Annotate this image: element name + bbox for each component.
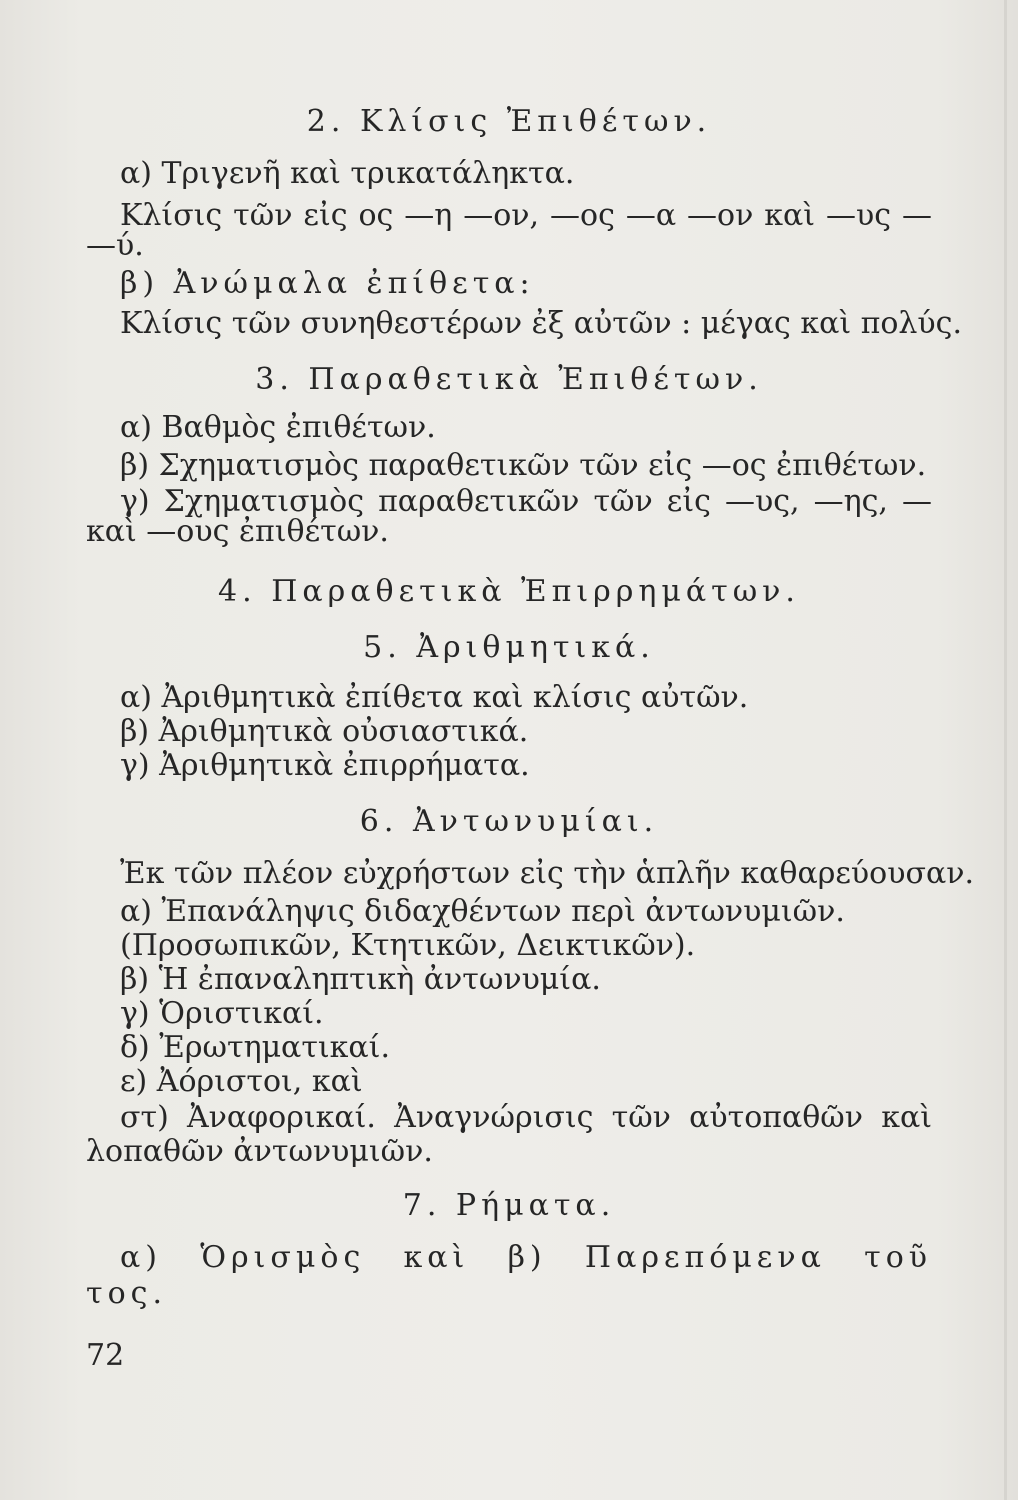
line-numeral-adverbs: γ) Ἀριθμητικὰ ἐπιρρήματα.: [120, 748, 530, 783]
line-declension-endings-cont: —ύ.: [86, 228, 144, 263]
line-degree: α) Βαθμὸς ἐπιθέτων.: [120, 410, 436, 445]
line-formation-ys-is-on: γ) Σχηματισμὸς παραθετικῶν τῶν εἰς —υς, —ης, —: [120, 484, 932, 519]
line-reflexive: β) Ἡ ἐπαναληπτικὴ ἀντωνυμία.: [120, 962, 601, 997]
line-pronouns-intro: Ἐκ τῶν πλέον εὐχρήστων εἰς τὴν ἁπλῆν καθαρεύουσαν.: [120, 856, 974, 891]
line-verb-definition: α) Ὁρισμὸς καὶ β) Παρεπόμενα τοῦ: [120, 1240, 932, 1275]
line-interrogative: δ) Ἐρωτηματικαί.: [120, 1030, 390, 1065]
line-pronouns-review: α) Ἐπανάληψις διδαχθέντων περὶ ἀντωνυμιῶν.: [120, 894, 845, 929]
line-three-gender: α) Τριγενῆ καὶ τρικατάληκτα.: [120, 156, 575, 191]
line-formation-ous: καὶ —ους ἐπιθέτων.: [86, 514, 389, 549]
line-irregular-adjectives: β) Ἀνώμαλα ἐπίθετα:: [120, 266, 535, 301]
line-numeral-adjectives: α) Ἀριθμητικὰ ἐπίθετα καὶ κλίσις αὐτῶν.: [120, 680, 749, 715]
heading-adverb-comparatives: 4. Παραθετικὰ Ἐπιρρημάτων.: [218, 574, 800, 609]
line-pronouns-types: (Προσωπικῶν, Κτητικῶν, Δεικτικῶν).: [120, 928, 696, 963]
line-definite: γ) Ὁριστικαί.: [120, 996, 324, 1031]
line-indefinite: ε) Ἀόριστοι, καὶ: [120, 1064, 363, 1099]
heading-comparatives: 3. Παραθετικὰ Ἐπιθέτων.: [255, 362, 763, 397]
heading-numerals: 5. Ἀριθμητικά.: [363, 630, 655, 665]
heading-adjective-declension: 2. Κλίσις Ἐπιθέτων.: [306, 104, 712, 139]
line-formation-os: β) Σχηματισμὸς παραθετικῶν τῶν εἰς —ος ἐπιθέτων.: [120, 448, 927, 483]
page-number: 72: [86, 1338, 125, 1373]
heading-verbs: 7. Ρήματα.: [402, 1188, 616, 1223]
line-numeral-nouns: β) Ἀριθμητικὰ οὐσιαστικά.: [120, 714, 529, 749]
heading-pronouns: 6. Ἀντωνυμίαι.: [359, 804, 659, 839]
line-megas-polys: Κλίσις τῶν συνηθεστέρων ἐξ αὐτῶν : μέγας καὶ πολύς.: [120, 306, 962, 341]
line-verb-definition-cont: τος.: [86, 1276, 167, 1311]
line-declension-endings: Κλίσις τῶν εἰς ος —η —ον, —ος —α —ον καὶ —υς —: [120, 198, 932, 233]
line-relative-cont: λοπαθῶν ἀντωνυμιῶν.: [86, 1134, 433, 1169]
line-relative: στ) Ἀναφορικαί. Ἀναγνώρισις τῶν αὐτοπαθῶν καὶ: [120, 1100, 932, 1135]
page-edge-shadow: [1004, 0, 1007, 1500]
